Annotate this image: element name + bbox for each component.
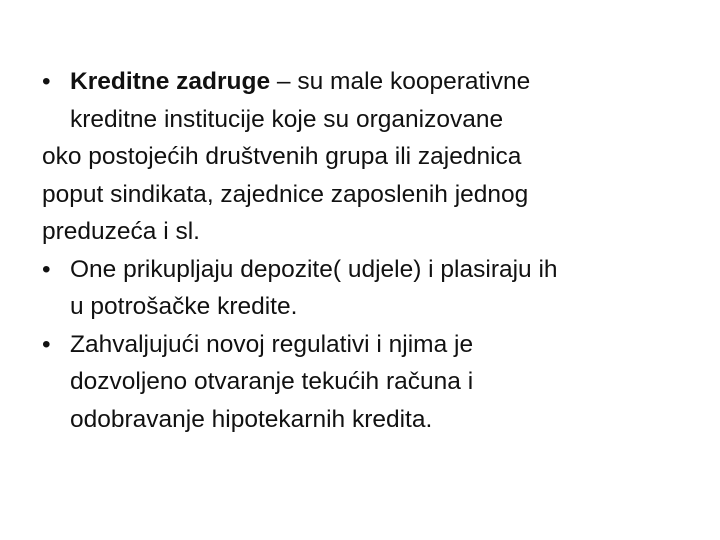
slide-body xyxy=(42,63,702,438)
paragraph-line: odobravanje hipotekarnih kredita. xyxy=(70,405,433,433)
paragraph-line: Zahvaljujući novoj regulativi i njima je xyxy=(70,330,474,358)
bullet-paragraph-regulativa xyxy=(42,326,702,439)
paragraph-line: One prikupljaju depozite( udjele) i plasiraju ih xyxy=(70,255,558,283)
paragraph-line: u potrošačke kredite. xyxy=(70,293,298,320)
term-kreditne-zadruge: Kreditne zadruge xyxy=(70,68,271,95)
bullet-marker: • xyxy=(42,68,51,95)
paragraph-line xyxy=(70,63,702,101)
continuation-paragraph xyxy=(42,138,702,251)
definition-text: – su male kooperativne xyxy=(270,68,531,95)
bullet-paragraph-depoziti xyxy=(42,251,702,326)
paragraph-line: dozvoljeno otvaranje tekućih računa i xyxy=(70,368,474,395)
bullet-paragraph-kreditne-zadruge xyxy=(42,63,702,138)
bullet-marker: • xyxy=(42,330,51,358)
paragraph-line: preduzeća i sl. xyxy=(42,218,200,245)
bullet-marker: • xyxy=(42,255,51,283)
paragraph-line: oko postojećih društvenih grupa ili zajednica xyxy=(42,143,522,170)
paragraph-line: poput sindikata, zajednice zaposlenih jednog xyxy=(42,180,529,208)
paragraph-line: kreditne institucije koje su organizovane xyxy=(70,105,504,133)
